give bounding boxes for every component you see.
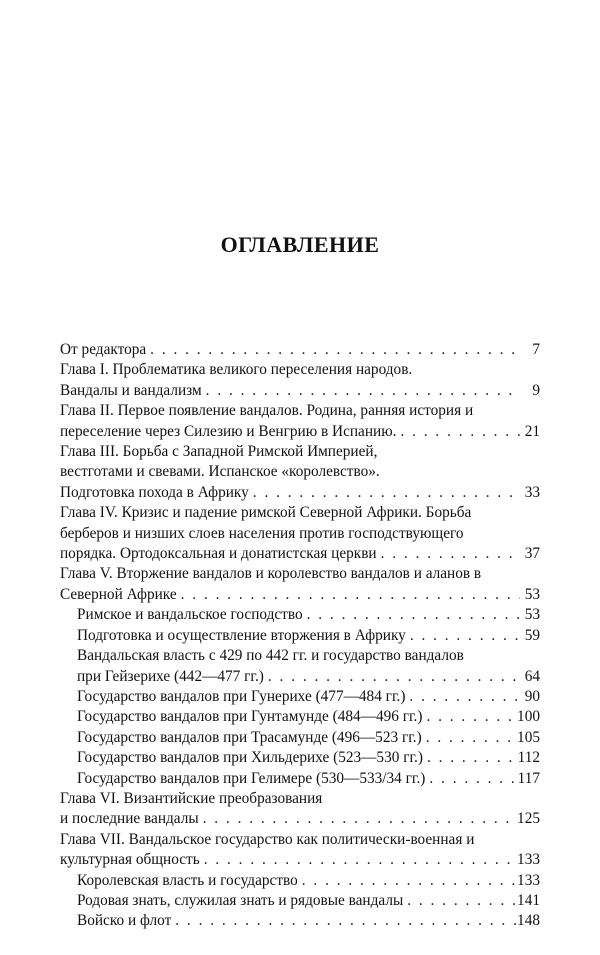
page-number: 112 — [517, 749, 540, 767]
page-number: 9 — [532, 381, 540, 399]
dot-leader — [406, 626, 520, 646]
dot-leader — [303, 605, 520, 625]
toc-entry[interactable] — [60, 728, 540, 748]
toc-entry-last-line — [60, 667, 540, 687]
toc-entry-last-line — [60, 544, 540, 564]
toc-entry-line: Глава V. Вторжение вандалов и королевство вандалов и аланов в — [60, 565, 482, 583]
dot-leader — [425, 769, 517, 789]
page-number: 59 — [524, 626, 540, 644]
toc-entry-last-line — [60, 626, 540, 646]
dot-leader — [422, 728, 517, 748]
toc-entry-line: берберов и низших слоев населения против господствующего — [60, 524, 464, 542]
page-number: 33 — [524, 483, 540, 501]
toc-entry-last-line — [60, 911, 540, 931]
toc-entry-last-line — [60, 769, 540, 789]
toc-entry-line: Глава IV. Кризис и падение римской Северной Африки. Борьба — [60, 504, 472, 522]
page-number: 64 — [524, 667, 540, 685]
toc-entry-title: Подготовка и осуществление вторжения в Африку — [77, 626, 406, 644]
toc-entry[interactable] — [60, 646, 540, 687]
dot-leader — [298, 871, 517, 891]
dot-leader — [199, 809, 517, 829]
toc-entry-title: Вандалы и вандализм — [60, 381, 202, 399]
toc-entry-title: Государство вандалов при Хильдерихе (523—530 гг.) — [77, 749, 423, 767]
toc-entry[interactable] — [60, 769, 540, 789]
page-number: 133 — [517, 851, 540, 869]
dot-leader — [177, 585, 520, 605]
table-of-contents — [60, 340, 540, 932]
page-title: ОГЛАВЛЕНИЕ — [220, 232, 380, 257]
dot-leader — [200, 850, 517, 870]
page-number: 133 — [517, 871, 540, 889]
toc-entry[interactable] — [60, 748, 540, 768]
toc-entry-line: Глава I. Проблематика великого переселения народов. — [60, 361, 413, 379]
toc-entry-title: и последние вандалы — [60, 810, 199, 828]
toc-entry[interactable] — [60, 401, 540, 442]
toc-entry[interactable] — [60, 626, 540, 646]
toc-entry-last-line — [60, 728, 540, 748]
dot-leader — [405, 687, 520, 707]
toc-entry[interactable] — [60, 687, 540, 707]
page-number: 37 — [524, 545, 540, 563]
toc-entry-title: От редактора — [60, 341, 147, 358]
toc-entry-title: Государство вандалов при Гунтамунде (484—496 гг.) — [77, 708, 423, 726]
page-number: 53 — [524, 606, 540, 624]
toc-entry-line: Глава III. Борьба с Западной Римской Империей, — [60, 443, 378, 461]
toc-entry-last-line — [60, 707, 540, 727]
toc-entry[interactable] — [60, 360, 540, 401]
toc-entry-line: вестготами и свевами. Испанское «королевство». — [60, 463, 380, 481]
toc-entry[interactable] — [60, 442, 540, 503]
page-number: 53 — [524, 585, 540, 603]
toc-entry-last-line — [60, 605, 540, 625]
toc-entry-title: порядка. Ортодоксальная и донатистская церкви — [60, 545, 377, 563]
toc-entry-title: Королевская власть и государство — [77, 871, 298, 889]
toc-entry-last-line — [60, 748, 540, 768]
toc-entry-last-line — [60, 422, 540, 442]
toc-entry-title: при Гейзерихе (442—477 гг.) — [77, 667, 264, 685]
toc-entry-line: Глава VI. Византийские преобразования — [60, 789, 323, 807]
toc-entry-title: Государство вандалов при Гунерихе (477—484 гг.) — [77, 687, 406, 705]
dot-leader — [249, 483, 520, 503]
page-number: 90 — [524, 687, 540, 705]
page-number: 141 — [517, 891, 540, 909]
toc-entry-title: Государство вандалов при Трасамунде (496—523 гг.) — [77, 728, 422, 746]
page-number: 7 — [532, 341, 540, 358]
toc-entry[interactable] — [60, 789, 540, 830]
toc-entry-last-line — [60, 891, 540, 911]
page-number: 117 — [517, 769, 540, 787]
toc-entry-last-line — [60, 809, 540, 829]
toc-entry[interactable] — [60, 564, 540, 605]
toc-entry-last-line — [60, 687, 540, 707]
toc-entry-title: Государство вандалов при Гелимере (530—533/34 гг.) — [77, 769, 426, 787]
toc-entry[interactable] — [60, 605, 540, 625]
toc-entry-title: Подготовка похода в Африку — [60, 483, 249, 501]
dot-leader — [423, 748, 518, 768]
toc-entry-line: Глава II. Первое появление вандалов. Родина, ранняя история и — [60, 402, 474, 420]
page-number: 105 — [517, 728, 540, 746]
dot-leader — [264, 667, 520, 687]
dot-leader — [396, 422, 520, 442]
toc-entry-line: Глава VII. Вандальское государство как политически-военная и — [60, 830, 475, 848]
dot-leader — [422, 707, 517, 727]
toc-entry-title: Войско и флот — [77, 912, 172, 930]
toc-entry[interactable] — [60, 891, 540, 911]
toc-entry-last-line — [60, 381, 540, 401]
dot-leader — [403, 891, 517, 911]
dot-leader — [171, 911, 517, 931]
toc-entry-title: переселение через Силезию и Венгрию в Испанию. — [60, 422, 397, 440]
toc-entry-title: Римское и вандальское господство — [77, 606, 303, 624]
toc-entry-title: Северной Африке — [60, 585, 177, 603]
toc-entry-last-line — [60, 871, 540, 891]
toc-entry-title: культурная общность — [60, 851, 200, 869]
page-number: 148 — [517, 912, 540, 930]
toc-entry[interactable] — [60, 503, 540, 564]
toc-entry-title: Родовая знать, служилая знать и рядовые вандалы — [77, 891, 404, 909]
page-number: 100 — [517, 708, 540, 726]
toc-entry-last-line — [60, 340, 540, 360]
toc-entry[interactable] — [60, 340, 540, 360]
toc-entry-line: Вандальская власть с 429 по 442 гг. и государство вандалов — [77, 647, 464, 665]
toc-entry[interactable] — [60, 871, 540, 891]
toc-entry-last-line — [60, 585, 540, 605]
page-number: 125 — [517, 810, 540, 828]
toc-entry[interactable] — [60, 830, 540, 871]
page-number: 21 — [524, 422, 540, 440]
dot-leader — [146, 340, 520, 360]
toc-entry-last-line — [60, 850, 540, 870]
dot-leader — [377, 544, 520, 564]
toc-entry[interactable] — [60, 707, 540, 727]
dot-leader — [202, 381, 520, 401]
toc-entry[interactable] — [60, 911, 540, 931]
toc-entry-last-line — [60, 483, 540, 503]
